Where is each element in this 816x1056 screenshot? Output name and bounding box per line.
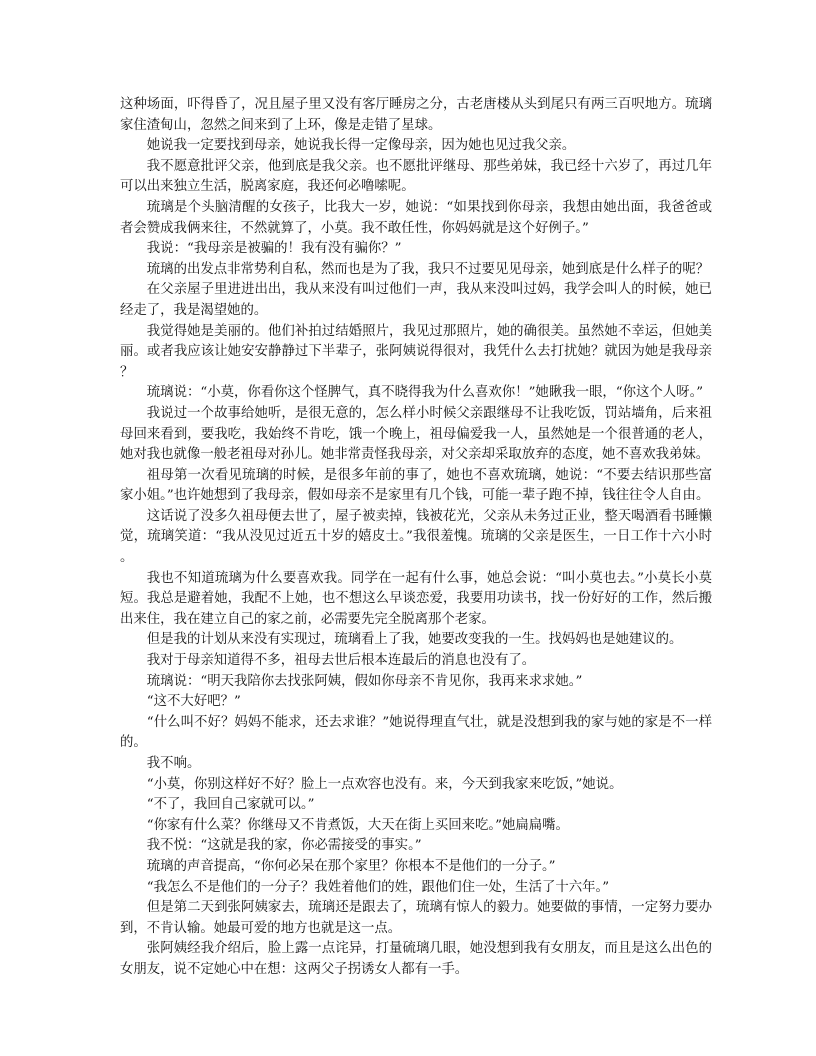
- paragraph: 我不悦：“这就是我的家，你必需接受的事实。”: [146, 838, 422, 854]
- paragraph: 琉璃说：“明天我陪你去找张阿姨，假如你母亲不肯见你，我再来求求她。”: [146, 673, 583, 689]
- paragraph: 我不愿意批评父亲，他到底是我父亲。也不愿批评继母、那些弟妹，我已经十六岁了，再过几年可以出来独立生活，脱离家庭，我还何必噜嗦呢。: [120, 158, 712, 195]
- paragraph: “不了，我回自己家就可以。”: [146, 797, 315, 813]
- paragraph: 我觉得她是美丽的。他们补拍过结婚照片，我见过那照片，她的确很美。虽然她不幸运，但她美丽。或者我应该让她安安静静过下半辈子，张阿姨说得很对，我凭什么去打扰她？就因为她是我母亲？: [120, 323, 712, 380]
- paragraph: 张阿姨经我介绍后，脸上露一点诧异，打量硫璃几眼，她没想到我有女朋友，而且是这么出色的女朋友，说不定她心中在想：这两父子拐诱女人都有一手。: [120, 941, 712, 977]
- paragraph: 琉璃是个头脑清醒的女孩子，比我大一岁，她说：“如果找到你母亲，我想由她出面，我爸爸或者会赞成我俩来往，不然就算了，小莫。我不敢任性，你妈妈就是这个好例子。”: [120, 199, 712, 236]
- document-page: [120, 95, 712, 981]
- paragraph: 我说：“我母亲是被骗的！我有没有骗你？”: [146, 241, 402, 257]
- paragraph: 琉璃的声音提高，“你何必呆在那个家里？你根本不是他们的一分子。”: [146, 858, 556, 874]
- paragraph: 琉璃说：“小莫，你看你这个怪脾气，真不晓得我为什么喜欢你！”她瞅我一眼，“你这个人呀。”: [146, 385, 704, 401]
- paragraph: 我不响。: [146, 756, 201, 771]
- paragraph: 但是第二天到张阿姨家去，琉璃还是跟去了，琉璃有惊人的毅力。她要做的事情，一定努力要办到，不肯认输。她最可爱的地方也就是这一点。: [120, 900, 712, 936]
- paragraph: 这话说了没多久祖母便去世了，屋子被卖掉，钱被花光，父亲从未务过正业，整天喝酒看书睡懒觉，琉璃笑道：“我从没见过近五十岁的嬉皮士。”我很羞愧。琉璃的父亲是医生，一日工作十六小时。: [120, 508, 712, 566]
- paragraph: “这不大好吧？”: [146, 694, 241, 710]
- paragraph: 祖母第一次看见琉璃的时候，是很多年前的事了，她也不喜欢琉璃，她说：“不要去结识那些富家小姐。”也许她想到了我母亲，假如母亲不是家里有几个钱，可能一辈子跑不掉，钱往往令人自由。: [120, 467, 712, 504]
- paragraph: 她说我一定要找到母亲，她说我长得一定像母亲，因为她也见过我父亲。: [146, 138, 576, 154]
- paragraph: 但是我的计划从来没有实现过，琉璃看上了我，她要改变我的一生。找妈妈也是她建议的。: [146, 632, 683, 648]
- paragraph: 这种场面，吓得昏了，况且屋子里又没有客厅睡房之分，古老唐楼从头到尾只有两三百呎地方。琉璃家住渣甸山，忽然之间来到了上环，像是走错了星球。: [120, 97, 712, 133]
- paragraph: 在父亲屋子里进进出出，我从来没有叫过他们一声，我从来没叫过妈，我学会叫人的时候，她已经走了，我是渴望她的。: [120, 282, 712, 318]
- paragraph: 琉璃的出发点非常势利自私，然而也是为了我，我只不过要见见母亲，她到底是什么样子的呢？: [146, 261, 710, 277]
- paragraph: “我怎么不是他们的一分子？我姓着他们的姓，跟他们住一处，生活了十六年。”: [146, 879, 610, 895]
- paragraph: “小莫，你别这样好不好？脸上一点欢容也没有。来，今天到我家来吃饭，”她说。: [146, 776, 623, 792]
- paragraph: “你家有什么菜？你继母又不肯煮饭，大天在街上买回来吃。”她扁扁嘴。: [146, 817, 569, 833]
- paragraph: 我也不知道琉璃为什么要喜欢我。同学在一起有什么事，她总会说：“叫小莫也去。”小莫长小莫短。我总是避着她，我配不上她，也不想这么早谈恋爱，我要用功读书，找一份好好的工作，然后搬出来住，我在建立自己的家之前，必需要先完全脱离那个老家。: [120, 570, 712, 627]
- paragraph: “什么叫不好？妈妈不能求，还去求谁？”她说得理直气壮，就是没想到我的家与她的家是不一样的。: [120, 714, 712, 751]
- paragraph: 我说过一个故事给她听，是很无意的，怎么样小时候父亲跟继母不让我吃饭，罚站墙角，后来祖母回来看到，要我吃，我始终不肯吃，饿一个晚上，祖母偏爱我一人，虽然她是一个很普通的老人，她对我也就像一般老祖母对孙儿。她非常责怪我母亲，对父亲却采取放弃的态度，她不喜欢我弟妹。: [120, 405, 712, 463]
- paragraph: 我对于母亲知道得不多，祖母去世后根本连最后的消息也没有了。: [146, 653, 536, 669]
